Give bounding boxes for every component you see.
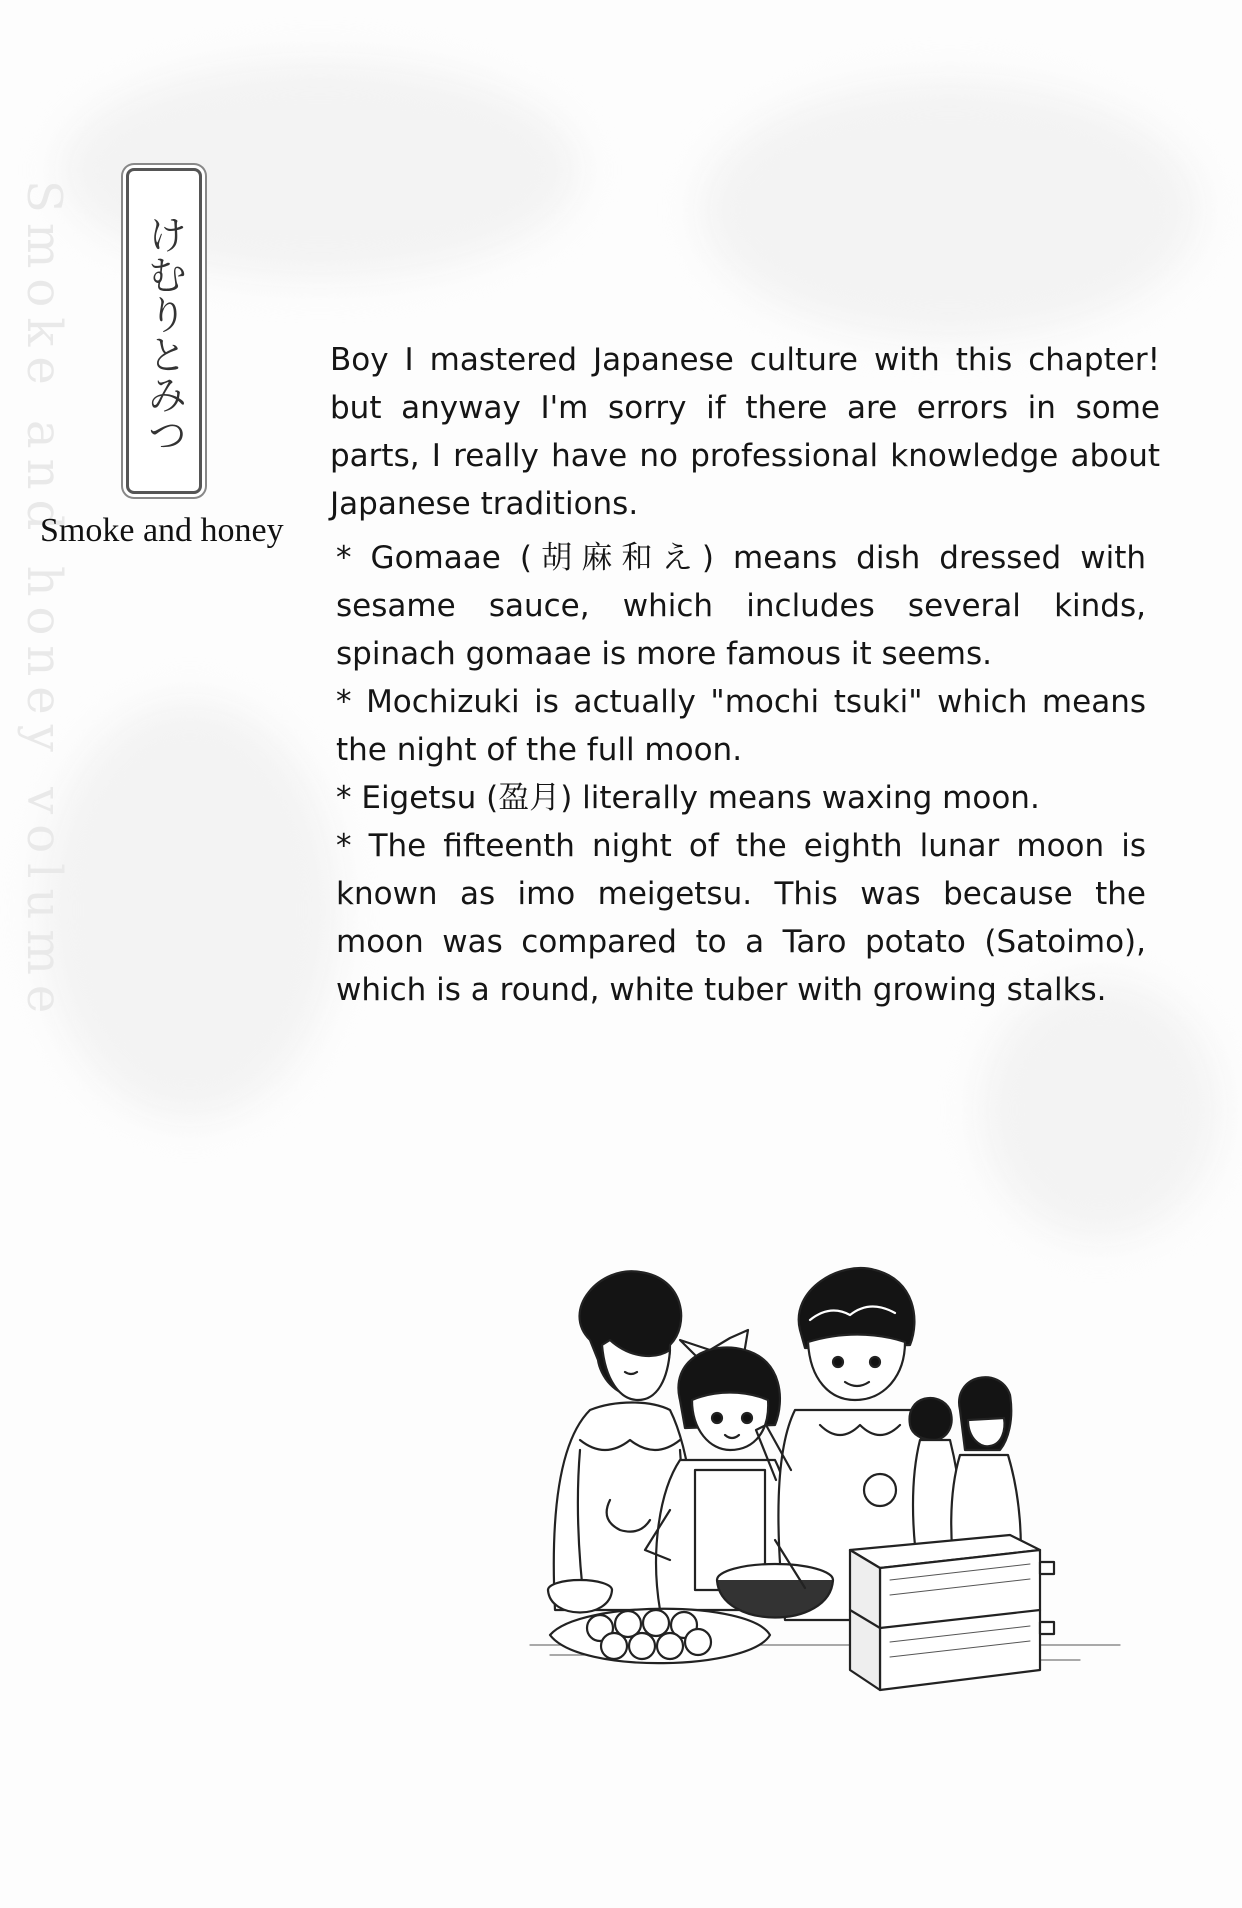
steamer-boxes [850, 1535, 1054, 1690]
cooking-girls-illustration [520, 1250, 1140, 1720]
note-gomaae: * Gomaae (胡麻和え) means dish dressed with sesame sauce, which includes several kinds, spinach gomaae is more famous it seems. [336, 540, 1146, 672]
background-wash [40, 700, 340, 1120]
side-ghost-text: Smoke and honey volume [16, 180, 72, 1024]
note-mochizuki: * Mochizuki is actually "mochi tsuki" which means the night of the full moon. [336, 684, 1146, 768]
note-eigetsu: * Eigetsu (盈月) literally means waxing moon. [336, 780, 1040, 816]
title-japanese: けむりとみつ [141, 214, 187, 454]
dango-tray [550, 1609, 770, 1663]
title-cartouche [126, 168, 202, 494]
translator-notes [330, 336, 1160, 1014]
background-wash [980, 980, 1220, 1240]
background-wash [700, 80, 1200, 340]
note-imo-meigetsu: * The fifteenth night of the eighth lunar moon is known as imo meigetsu. This was because the moon was compared to a Taro potato (Satoimo), which is a round, white tuber with growing stalks. [336, 828, 1146, 1008]
title-english: Smoke and honey [40, 512, 284, 549]
intro-paragraph: Boy I mastered Japanese culture with this chapter! but anyway I'm sorry if there are errors in some parts, I really have no professional knowledge about Japanese traditions. [330, 342, 1160, 522]
